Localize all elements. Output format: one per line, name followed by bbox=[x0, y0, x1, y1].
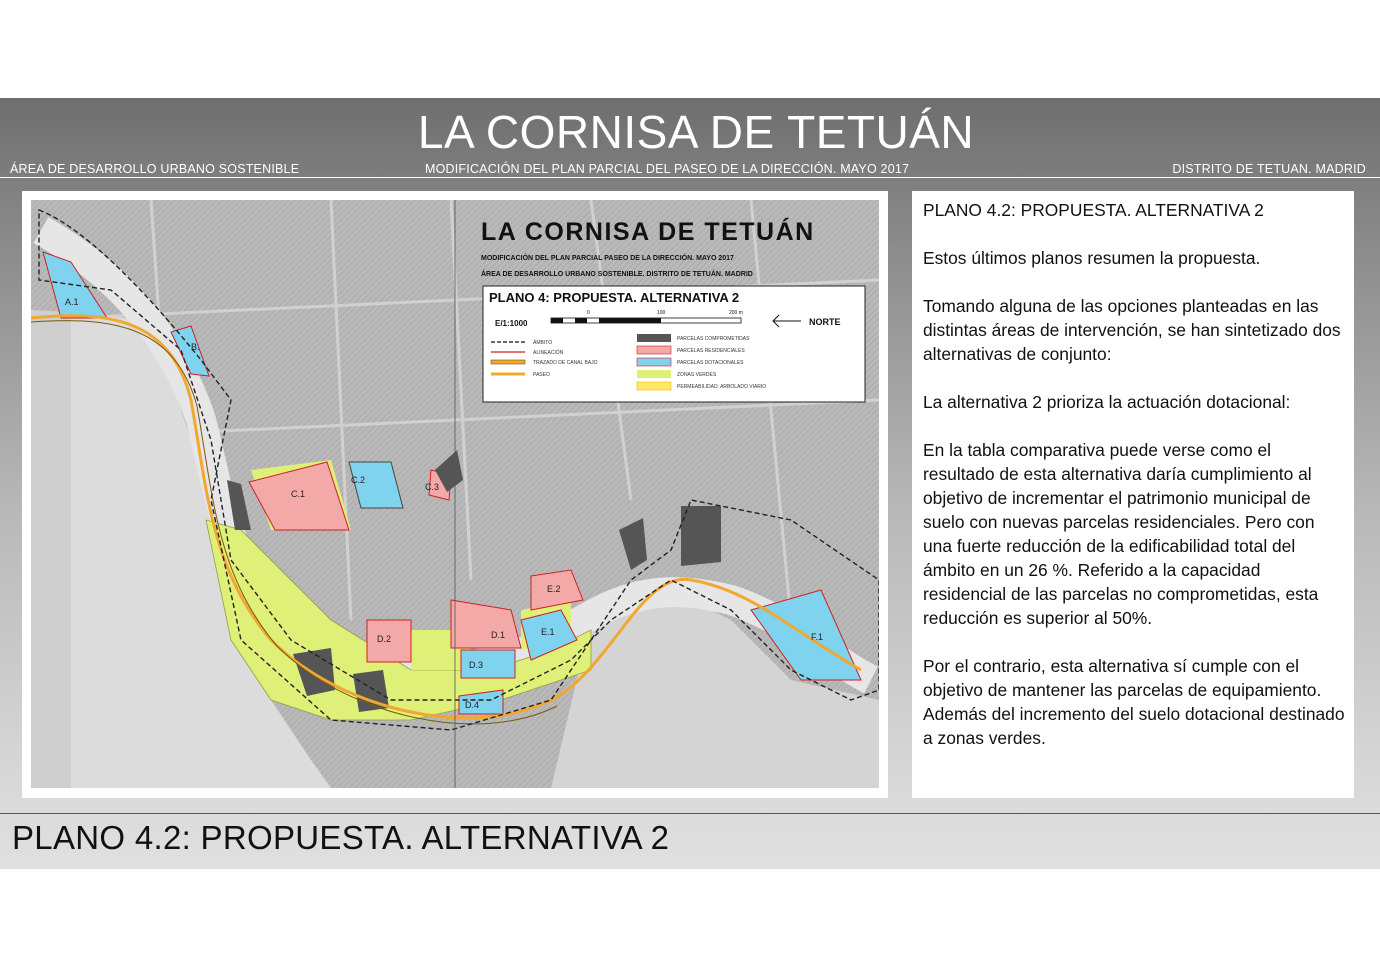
legend-residential-label: PARCELAS RESIDENCIALES bbox=[677, 348, 745, 354]
panel-paragraph-2: Tomando alguna de las opciones planteadas en las distintas áreas de intervención, se han sintetizado dos alternativas de conjunto: bbox=[923, 296, 1341, 364]
label-b: B. bbox=[191, 342, 200, 352]
scale-tick-100: 100 bbox=[657, 310, 666, 316]
legend-ambito-label: ÁMBITO bbox=[533, 340, 553, 346]
scale-tick-200: 200 m bbox=[729, 310, 743, 316]
header-subtitle-left: ÁREA DE DESARROLLO URBANO SOSTENIBLE bbox=[10, 162, 300, 176]
legend-committed-label: PARCELAS COMPROMETIDAS bbox=[677, 336, 750, 342]
committed-building-6 bbox=[681, 506, 721, 566]
legend-permeability-swatch bbox=[637, 382, 671, 390]
footer-title: PLANO 4.2: PROPUESTA. ALTERNATIVA 2 bbox=[12, 819, 670, 856]
legend-dotational-swatch bbox=[637, 358, 671, 366]
legend-canal-label: TRAZADO DE CANAL BAJO bbox=[533, 360, 598, 366]
north-label: NORTE bbox=[809, 317, 841, 327]
legend-canal-swatch bbox=[491, 360, 525, 364]
label-e1: E.1 bbox=[541, 627, 555, 637]
label-d4: D.4 bbox=[465, 700, 480, 710]
legend-alineacion-label: ALINEACIÓN bbox=[533, 350, 564, 356]
panel-paragraph-4: En la tabla comparativa puede verse como el resultado de esta alternativa daría cumplimiento al objetivo de incrementar el patrimonio municipal de suelo con nuevas parcelas residenciales. Pero con una fuerte reducción de la edificabilidad total del ámbito en un 26 %. Referido a la capacidad residencial de las parcelas no comprometidas, esta reducción es superior al 50%. bbox=[923, 440, 1319, 628]
map-subtitle-2: ÁREA DE DESARROLLO URBANO SOSTENIBLE. DISTRITO DE TETUÁN. MADRID bbox=[481, 271, 753, 278]
legend-paseo-label: PASEO bbox=[533, 372, 550, 378]
label-e2: E.2 bbox=[547, 584, 561, 594]
panel-title: PLANO 4.2: PROPUESTA. ALTERNATIVA 2 bbox=[923, 200, 1264, 220]
map-subtitle-1: MODIFICACIÓN DEL PLAN PARCIAL PASEO DE LA DIRECCIÓN. MAYO 2017 bbox=[481, 255, 734, 262]
legend-permeability-label: PERMEABILIDAD. ARBOLADO VIARIO bbox=[677, 384, 767, 390]
footer-divider bbox=[0, 813, 1380, 814]
label-f1: F.1 bbox=[811, 632, 824, 642]
label-d2: D.2 bbox=[377, 634, 392, 644]
legend-residential-swatch bbox=[637, 346, 671, 354]
label-a1: A.1 bbox=[65, 297, 79, 307]
legend-committed-swatch bbox=[637, 334, 671, 342]
label-c1: C.1 bbox=[291, 489, 306, 499]
plan-map bbox=[22, 191, 888, 798]
panel-paragraph-1: Estos últimos planos resumen la propuesta. bbox=[923, 248, 1261, 268]
label-d1: D.1 bbox=[491, 630, 506, 640]
label-d3: D.3 bbox=[469, 660, 484, 670]
legend-plan-title: PLANO 4: PROPUESTA. ALTERNATIVA 2 bbox=[489, 290, 740, 305]
plan-map-drawing bbox=[31, 200, 879, 788]
panel-paragraph-5: Por el contrario, esta alternativa sí cumple con el objetivo de mantener las parcelas de equipamiento. Además del incremento del suelo dotacional destinado a zonas verdes. bbox=[923, 656, 1345, 748]
legend-green-label: ZONAS VERDES bbox=[677, 372, 717, 378]
header-divider bbox=[0, 177, 1380, 178]
panel-paragraph-3: La alternativa 2 prioriza la actuación dotacional: bbox=[923, 392, 1291, 412]
scale-tick-0: 0 bbox=[587, 310, 590, 316]
page-title: LA CORNISA DE TETUÁN bbox=[417, 106, 975, 158]
legend-dotational-label: PARCELAS DOTACIONALES bbox=[677, 360, 744, 366]
legend-green-swatch bbox=[637, 370, 671, 378]
header-subtitle-center: MODIFICACIÓN DEL PLAN PARCIAL DEL PASEO DE LA DIRECCIÓN. MAYO 2017 bbox=[425, 162, 910, 176]
scale-bar bbox=[551, 318, 741, 323]
legend-scale: E/1:1000 bbox=[495, 319, 528, 328]
description-panel bbox=[912, 191, 1354, 798]
header-subtitle-right: DISTRITO DE TETUAN. MADRID bbox=[1172, 162, 1366, 176]
highway-strip bbox=[31, 310, 71, 788]
map-title: LA CORNISA DE TETUÁN bbox=[481, 218, 815, 246]
label-c2: C.2 bbox=[351, 475, 366, 485]
label-c3: C.3 bbox=[425, 482, 440, 492]
